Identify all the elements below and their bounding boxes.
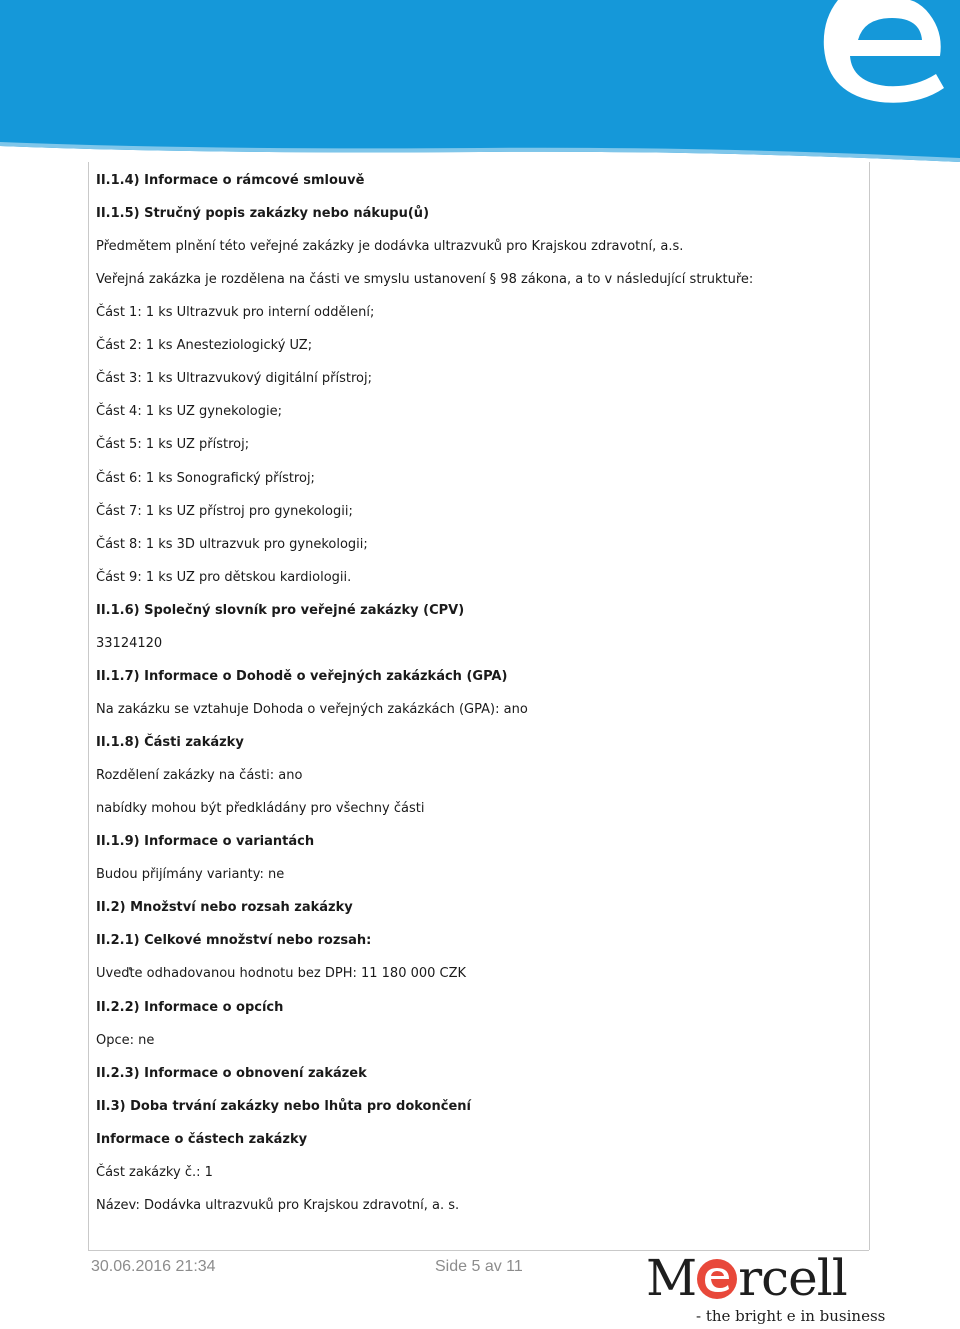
text-line: Budou přijímány varianty: ne xyxy=(96,867,285,883)
section-heading: Informace o částech zakázky xyxy=(96,1131,308,1147)
text-line: 33124120 xyxy=(96,635,163,651)
logo-wordmark xyxy=(646,1249,847,1307)
section-heading: II.1.7) Informace o Dohodě o veřejných zakázkách (GPA) xyxy=(96,668,508,684)
text-line: Předmětem plnění této veřejné zakázky je dodávka ultrazvuků pro Krajskou zdravotní, a.s. xyxy=(96,239,684,255)
footer-page-number: Side 5 av 11 xyxy=(435,1258,523,1275)
section-heading: II.2.1) Celkové množství nebo rozsah: xyxy=(96,933,372,949)
text-line: Uveďte odhadovanou hodnotu bez DPH: 11 180 000 CZK xyxy=(96,966,467,982)
text-line: Část 8: 1 ks 3D ultrazvuk pro gynekologii; xyxy=(96,536,368,552)
text-line: Část 9: 1 ks UZ pro dětskou kardiologii. xyxy=(96,569,352,585)
text-line: Část 7: 1 ks UZ přístroj pro gynekologii; xyxy=(96,503,353,519)
text-line: Část 1: 1 ks Ultrazvuk pro interní oddělení; xyxy=(96,305,375,321)
section-heading: II.2.3) Informace o obnovení zakázek xyxy=(96,1065,367,1081)
section-heading: II.2) Množství nebo rozsah zakázky xyxy=(96,900,353,916)
logo-text-end: rcell xyxy=(738,1249,847,1307)
section-heading: II.1.4) Informace o rámcové smlouvě xyxy=(96,173,365,188)
text-line: Část 4: 1 ks UZ gynekologie; xyxy=(96,404,282,420)
text-line: Část 5: 1 ks UZ přístroj; xyxy=(96,437,250,453)
text-line: Veřejná zakázka je rozdělena na části ve smyslu ustanovení § 98 zákona, a to v následující struktuře: xyxy=(96,272,754,288)
section-heading: II.1.9) Informace o variantách xyxy=(96,834,315,850)
logo-tagline: - the bright e in business xyxy=(696,1307,886,1325)
header-wave-graphic xyxy=(0,0,960,162)
text-line: Část 6: 1 ks Sonografický přístroj; xyxy=(96,470,315,486)
section-heading: II.2.2) Informace o opcích xyxy=(96,999,284,1015)
text-line: Rozdělení zakázky na části: ano xyxy=(96,768,303,784)
header-banner xyxy=(0,0,960,162)
text-line: Na zakázku se vztahuje Dohoda o veřejných zakázkách (GPA): ano xyxy=(96,701,528,717)
text-line: Část zakázky č.: 1 xyxy=(96,1164,213,1180)
e-logo-icon xyxy=(818,0,960,110)
text-line: Název: Dodávka ultrazvuků pro Krajskou zdravotní, a. s. xyxy=(96,1197,460,1213)
marcell-logo xyxy=(640,1249,886,1329)
text-line: nabídky mohou být předkládány pro všechny části xyxy=(96,801,425,817)
logo-text-start: M xyxy=(646,1249,697,1307)
section-heading: II.1.8) Části zakázky xyxy=(96,735,244,751)
section-heading: II.1.6) Společný slovník pro veřejné zakázky (CPV) xyxy=(96,602,465,618)
text-line: Část 2: 1 ks Anesteziologický UZ; xyxy=(96,338,313,354)
footer-date: 30.06.2016 21:34 xyxy=(91,1258,216,1275)
logo-e-icon xyxy=(697,1259,737,1299)
text-line: Opce: ne xyxy=(96,1032,155,1048)
section-heading: II.3) Doba trvání zakázky nebo lhůta pro dokončení xyxy=(96,1098,471,1114)
section-heading: II.1.5) Stručný popis zakázky nebo nákupu(ů) xyxy=(96,206,430,222)
text-line: Část 3: 1 ks Ultrazvukový digitální přístroj; xyxy=(96,371,372,387)
